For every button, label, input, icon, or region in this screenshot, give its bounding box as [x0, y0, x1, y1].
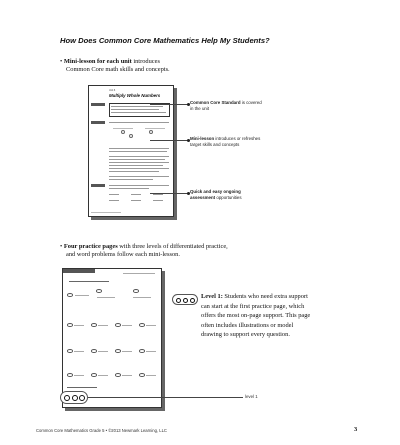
level-marker	[91, 323, 97, 327]
text-line	[109, 171, 159, 172]
minilesson-callout-rest: introduces or refreshes target skills and concepts	[190, 136, 261, 147]
bullet-mini-lesson: • Mini-lesson for each unit introduces Common Core math skills and concepts.	[60, 58, 260, 74]
text-line	[145, 128, 165, 129]
text-line	[109, 185, 169, 186]
page-footer: Common Core Mathematics Grade 5 • ©2013 Newmark Learning, LLC	[36, 428, 167, 433]
answer-line	[109, 194, 119, 195]
thumb-footer-line	[91, 212, 121, 213]
lesson-tab	[91, 121, 105, 124]
text-line	[109, 148, 169, 149]
level-1-label: level 1	[245, 394, 258, 399]
level-1-heading: Level 1:	[201, 293, 223, 300]
unit-title: Multiply Whole Numbers	[109, 93, 161, 98]
word-problem-line	[67, 387, 97, 388]
answer-line	[131, 194, 141, 195]
level-dot-2	[72, 395, 78, 401]
bullet-mini-lesson-line2: Common Core math skills and concepts.	[66, 66, 170, 73]
text-line	[111, 112, 166, 113]
text-line	[111, 109, 159, 110]
unit-number: Unit 6	[109, 89, 116, 92]
bullet-mini-lesson-rest: introduces	[131, 58, 160, 65]
bullet-practice-rest: with three levels of differentiated practice,	[117, 243, 228, 250]
problem-line	[146, 375, 156, 376]
practice-page-thumbnail	[62, 268, 162, 408]
assessment-callout-rest: opportunities	[215, 194, 242, 200]
level-marker	[67, 293, 73, 297]
level-marker	[139, 323, 145, 327]
level-marker	[115, 323, 121, 327]
text-line	[109, 162, 169, 163]
answer-line	[153, 194, 163, 195]
level-dot-3	[190, 298, 195, 303]
level-marker	[67, 323, 73, 327]
assessment-tab	[91, 184, 105, 187]
level-1-indicator	[172, 294, 198, 305]
problem-line	[74, 325, 84, 326]
minilesson-callout-bold: Mini-lesson	[190, 136, 215, 141]
problem-line	[75, 295, 89, 296]
problem-line	[122, 351, 132, 352]
assessment-callout	[190, 189, 266, 200]
text-line	[113, 128, 133, 129]
page-number: 3	[354, 426, 358, 433]
answer-line	[153, 200, 163, 201]
directions-line	[69, 281, 109, 282]
level-dot-3	[79, 395, 85, 401]
assessment-leader-line	[150, 193, 188, 194]
level-marker	[139, 373, 145, 377]
level1-leader-line	[88, 397, 243, 398]
text-line	[109, 168, 169, 169]
level-marker	[91, 373, 97, 377]
level-marker	[139, 349, 145, 353]
standard-callout-bold: Common Core Standard	[190, 100, 241, 105]
problem-line	[122, 325, 132, 326]
problem-line	[122, 375, 132, 376]
text-line	[109, 156, 169, 157]
level-dot-1	[176, 298, 181, 303]
text-line	[109, 188, 149, 189]
bullet-mini-lesson-bold: Mini-lesson for each unit	[63, 58, 132, 65]
model-oval	[133, 289, 139, 293]
problem-line	[98, 325, 108, 326]
answer-line	[131, 200, 141, 201]
answer-line	[109, 200, 119, 201]
problem-line	[98, 375, 108, 376]
level-dot-1	[64, 395, 70, 401]
model-circle	[121, 130, 125, 134]
standard-tab	[91, 103, 105, 106]
standard-callout	[190, 100, 266, 111]
bullet-practice-pages: • Four practice pages with three levels of differentiated practice, and word problems follow each mini-lesson.	[60, 243, 300, 259]
standard-callout-rest: is covered in the unit	[190, 100, 262, 111]
practice-header-bar	[63, 269, 95, 273]
problem-line	[74, 375, 84, 376]
model-circle	[149, 130, 153, 134]
bullet-practice-line2: and word problems follow each mini-lesson.	[66, 251, 180, 258]
text-line	[111, 106, 163, 107]
level-1-description	[201, 292, 311, 340]
model-circle	[129, 134, 133, 138]
page-title: How Does Common Core Mathematics Help My Students?	[60, 36, 270, 45]
level-marker	[91, 349, 97, 353]
problem-line	[74, 351, 84, 352]
text-line	[109, 122, 169, 123]
bullet-practice-bold: Four practice pages	[63, 243, 118, 250]
level-marker	[115, 373, 121, 377]
level-marker	[67, 349, 73, 353]
minilesson-callout	[190, 136, 266, 147]
standard-leader-line	[150, 104, 188, 105]
assessment-callout-bold: Quick and easy ongoing assessment	[190, 189, 241, 200]
level-marker	[67, 373, 73, 377]
text-line	[109, 165, 163, 166]
level-1-body: Students who need extra support can start at the first practice page, which offers the most on-page support. This page often includes illustrations or model drawing to support every question.	[201, 293, 311, 339]
text-line	[109, 159, 165, 160]
problem-line	[146, 351, 156, 352]
minilesson-leader-line	[150, 140, 188, 141]
problem-line	[146, 325, 156, 326]
text-line	[133, 297, 151, 298]
level-1-highlight	[60, 391, 88, 404]
text-line	[109, 151, 167, 152]
problem-line	[98, 351, 108, 352]
text-line	[97, 297, 115, 298]
level-dot-2	[183, 298, 188, 303]
level-marker	[115, 349, 121, 353]
text-line	[109, 176, 169, 177]
text-line	[109, 179, 153, 180]
model-oval	[96, 289, 102, 293]
name-line	[123, 273, 155, 274]
